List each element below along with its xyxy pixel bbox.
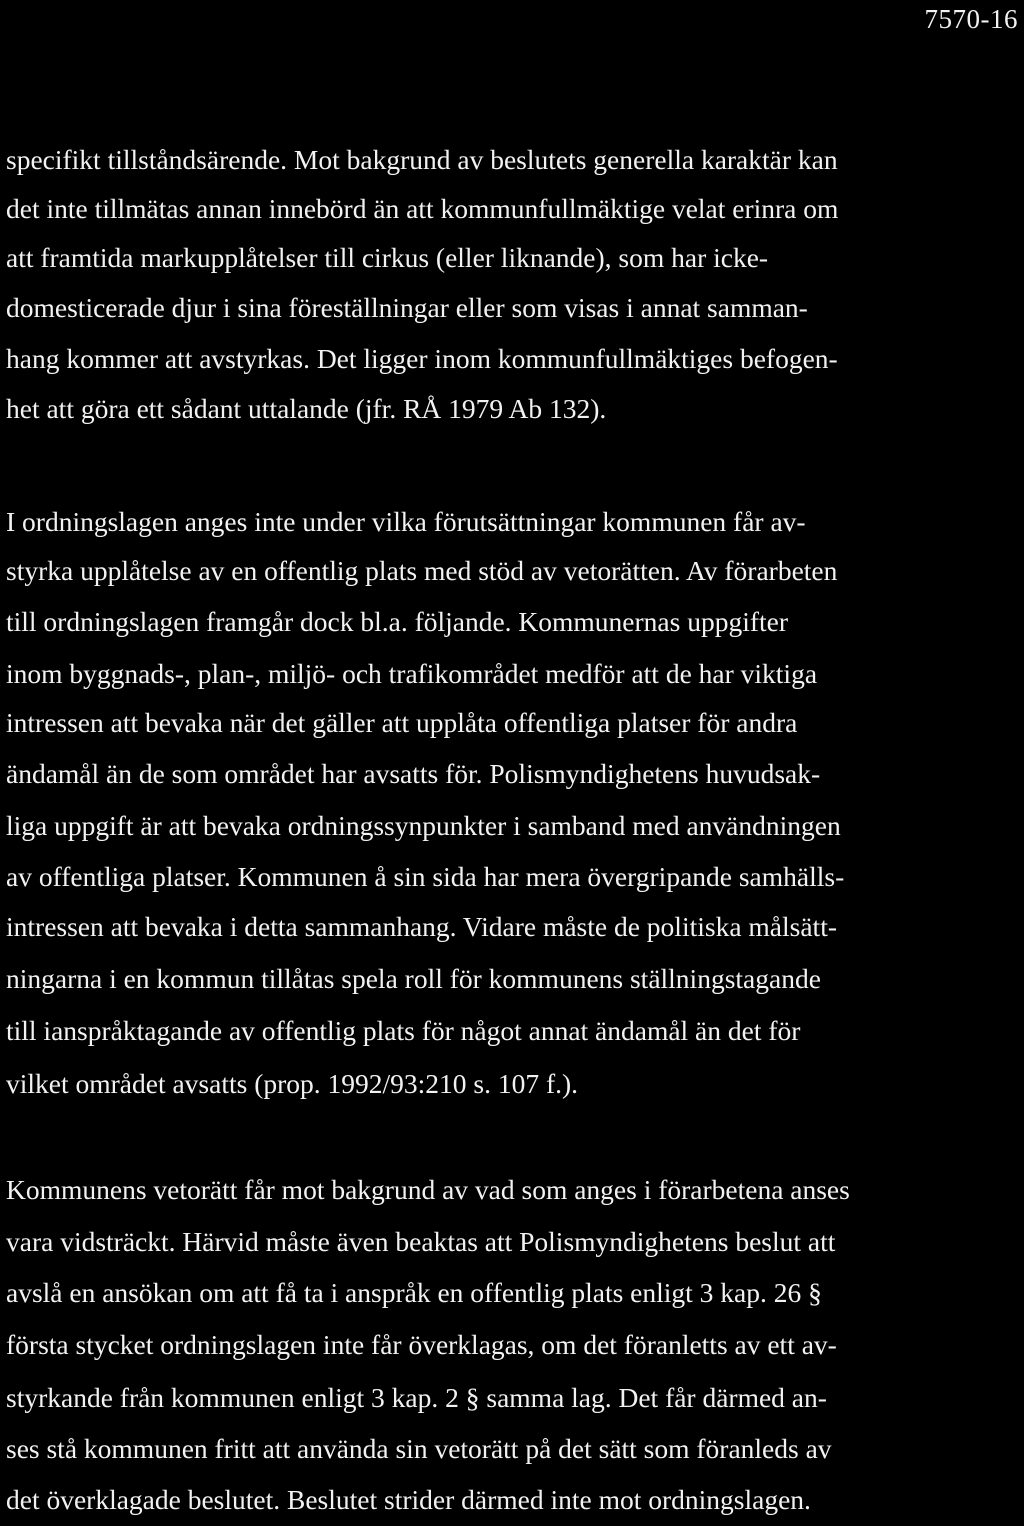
paragraph-3-line-4: första stycket ordningslagen inte får överklagas, om det föranletts av ett av- xyxy=(6,1329,837,1360)
paragraph-2-line-9: intressen att bevaka i detta sammanhang. Vidare måste de politiska målsätt- xyxy=(6,911,837,942)
page-number: 7570-16 xyxy=(924,4,1018,34)
paragraph-1-line-4: domesticerade djur i sina föreställningar eller som visas i annat samman- xyxy=(6,292,808,323)
paragraph-3-line-2: vara vidsträckt. Härvid måste även beaktas att Polismyndighetens beslut att xyxy=(6,1226,836,1257)
paragraph-2-line-11: till ianspråktagande av offentlig plats för något annat ändamål än det för xyxy=(6,1015,801,1046)
paragraph-2-line-7: liga uppgift är att bevaka ordningssynpunkter i samband med användningen xyxy=(6,810,841,841)
paragraph-2-line-3: till ordningslagen framgår dock bl.a. följande. Kommunernas uppgifter xyxy=(6,606,789,637)
paragraph-2-line-6: ändamål än de som området har avsatts för. Polismyndighetens huvudsak- xyxy=(6,758,821,789)
paragraph-1-line-3: att framtida markupplåtelser till cirkus (eller liknande), som har icke- xyxy=(6,242,769,273)
paragraph-2-line-10: ningarna i en kommun tillåtas spela roll för kommunens ställningstagande xyxy=(6,963,821,994)
paragraph-3-line-3: avslå en ansökan om att få ta i anspråk en offentlig plats enligt 3 kap. 26 § xyxy=(6,1277,822,1308)
paragraph-2-line-2: styrka upplåtelse av en offentlig plats med stöd av vetorätten. Av förarbeten xyxy=(6,555,838,586)
paragraph-3-line-7: det överklagade beslutet. Beslutet strider därmed inte mot ordningslagen. xyxy=(6,1484,811,1515)
paragraph-1-line-6: het att göra ett sådant uttalande (jfr. RÅ 1979 Ab 132). xyxy=(6,393,607,424)
paragraph-1-line-2: det inte tillmätas annan innebörd än att kommunfullmäktige velat erinra om xyxy=(6,193,839,224)
paragraph-2-line-5: intressen att bevaka när det gäller att upplåta offentliga platser för andra xyxy=(6,707,798,738)
paragraph-1-line-1: specifikt tillståndsärende. Mot bakgrund av beslutets generella karaktär kan xyxy=(6,144,838,175)
paragraph-2-line-12: vilket området avsatts (prop. 1992/93:210 s. 107 f.). xyxy=(6,1068,579,1099)
paragraph-2-line-4: inom byggnads-, plan-, miljö- och trafikområdet medför att de har viktiga xyxy=(6,658,818,689)
paragraph-1-line-5: hang kommer att avstyrkas. Det ligger inom kommunfullmäktiges befogen- xyxy=(6,343,838,374)
paragraph-3-line-6: ses stå kommunen fritt att använda sin vetorätt på det sätt som föranleds av xyxy=(6,1433,832,1464)
paragraph-2-line-1: I ordningslagen anges inte under vilka förutsättningar kommunen får av- xyxy=(6,506,806,537)
paragraph-3-line-1: Kommunens vetorätt får mot bakgrund av vad som anges i förarbetena anses xyxy=(6,1174,850,1205)
paragraph-2-line-8: av offentliga platser. Kommunen å sin sida har mera övergripande samhälls- xyxy=(6,861,845,892)
paragraph-3-line-5: styrkande från kommunen enligt 3 kap. 2 § samma lag. Det får därmed an- xyxy=(6,1382,827,1413)
